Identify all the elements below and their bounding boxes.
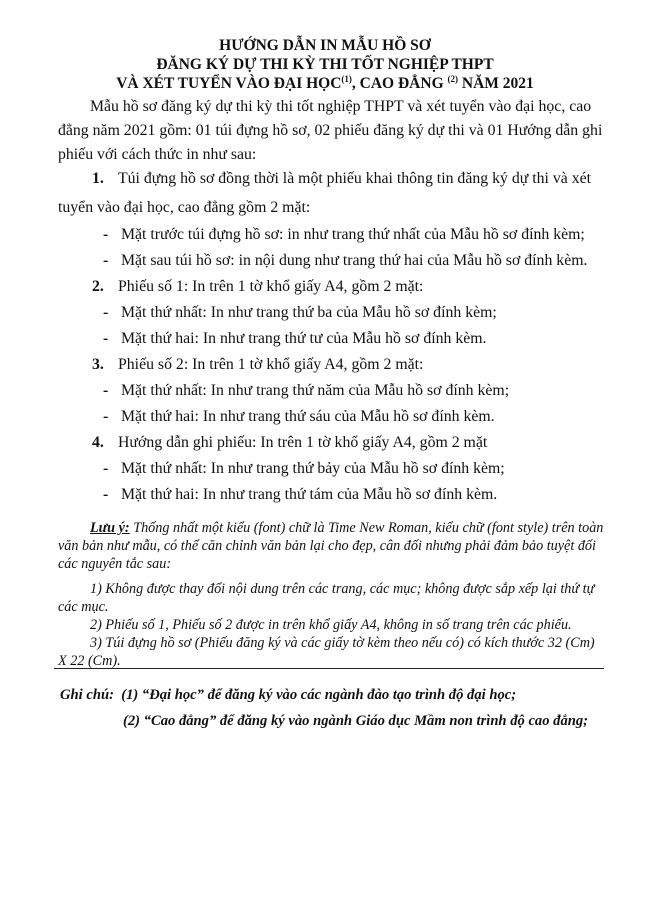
bullet-dash: - [103, 486, 109, 503]
section-1-item-1: Mặt trước túi đựng hồ sơ: in như trang thứ nhất của Mẫu hồ sơ đính kèm; [121, 226, 585, 243]
ghichu-line1 [60, 687, 516, 704]
title-text-a: VÀ XÉT TUYỂN VÀO ĐẠI HỌC [116, 75, 342, 92]
footnote-ref-2: (2) [447, 73, 459, 84]
section-3-item-2: Mặt thứ hai: In như trang thứ sáu của Mẫu hồ sơ đính kèm. [121, 408, 495, 425]
section-2-line1: Phiếu số 1: In trên 1 tờ khổ giấy A4, gồm 2 mặt: [118, 278, 424, 295]
section-1-number: 1. [92, 170, 104, 187]
bullet-dash: - [103, 382, 109, 399]
bullet-dash: - [103, 408, 109, 425]
doc-title-line3 [0, 74, 650, 93]
horizontal-divider [54, 668, 604, 669]
bullet-dash: - [103, 304, 109, 321]
bullet-dash: - [103, 330, 109, 347]
section-2-number: 2. [92, 278, 104, 295]
doc-title-line1: HƯỚNG DẪN IN MẪU HỒ SƠ [219, 37, 431, 54]
note-text: Thống nhất một kiểu (font) chữ là Time New Roman, kiểu chữ (font style) trên toàn văn bản như mẫu, có thể căn chỉnh văn bản lại cho đẹp, cân đối nhưng phải đảm bảo tuyệt đối các nguyên tắc sau: [58, 520, 604, 572]
ghichu-line2: (2) “Cao đẳng” để đăng ký vào ngành Giáo dục Mầm non trình độ cao đẳng; [123, 713, 589, 729]
section-1-item-2: Mặt sau túi hồ sơ: in nội dung như trang thứ hai của Mẫu hồ sơ đính kèm. [121, 252, 588, 269]
footnote-ref-1: (1) [341, 73, 352, 84]
section-2-item-1: Mặt thứ nhất: In như trang thứ ba của Mẫu hồ sơ đính kèm; [121, 304, 497, 321]
note-paragraph [58, 519, 606, 573]
section-4-item-2: Mặt thứ hai: In như trang thứ tám của Mẫu hồ sơ đính kèm. [121, 486, 498, 503]
section-4-line1: Hướng dẫn ghi phiếu: In trên 1 tờ khổ giấy A4, gồm 2 mặt [118, 434, 488, 451]
bullet-dash: - [103, 226, 109, 243]
section-3-number: 3. [92, 356, 104, 373]
note-item-1: 1) Không được thay đổi nội dung trên các trang, các mục; không được sắp xếp lại thứ tự các mục. [58, 581, 595, 615]
note-label: Lưu ý: [90, 520, 130, 536]
section-3-item-1: Mặt thứ nhất: In như trang thứ năm của Mẫu hồ sơ đính kèm; [121, 382, 510, 399]
bullet-dash: - [103, 252, 109, 269]
section-1-line1: Túi đựng hồ sơ đồng thời là một phiếu khai thông tin đăng ký dự thi và xét [118, 170, 592, 187]
intro-paragraph: Mẫu hồ sơ đăng ký dự thi kỳ thi tốt nghiệp THPT và xét tuyển vào đại học, cao đẳng năm 2021 gồm: 01 túi đựng hồ sơ, 02 phiếu đăng ký dự thi và 01 Hướng dẫn ghi phiếu với cách thức in như sau: [58, 98, 603, 163]
ghichu-text-1: (1) “Đại học” để đăng ký vào các ngành đào tạo trình độ đại học; [121, 687, 517, 703]
section-4-item-1: Mặt thứ nhất: In như trang thứ bảy của Mẫu hồ sơ đính kèm; [121, 460, 505, 477]
title-text-c: NĂM 2021 [458, 75, 534, 92]
section-3-line1: Phiếu số 2: In trên 1 tờ khổ giấy A4, gồm 2 mặt: [118, 356, 424, 373]
bullet-dash: - [103, 460, 109, 477]
doc-title-line2: ĐĂNG KÝ DỰ THI KỲ THI TỐT NGHIỆP THPT [156, 56, 494, 73]
note-item-3: 3) Túi đựng hồ sơ (Phiếu đăng ký và các giấy tờ kèm theo nếu có) có kích thước 32 (Cm) X 22 (Cm). [58, 635, 595, 669]
section-4-number: 4. [92, 434, 104, 451]
section-1-line2: tuyển vào đại học, cao đẳng gồm 2 mặt: [58, 199, 311, 216]
note-item-2: 2) Phiếu số 1, Phiếu số 2 được in trên khổ giấy A4, không in số trang trên các phiếu. [90, 617, 572, 633]
title-text-b: , CAO ĐẲNG [351, 75, 444, 92]
ghichu-label: Ghi chú: [60, 687, 114, 703]
section-2-item-2: Mặt thứ hai: In như trang thứ tư của Mẫu hồ sơ đính kèm. [121, 330, 487, 347]
